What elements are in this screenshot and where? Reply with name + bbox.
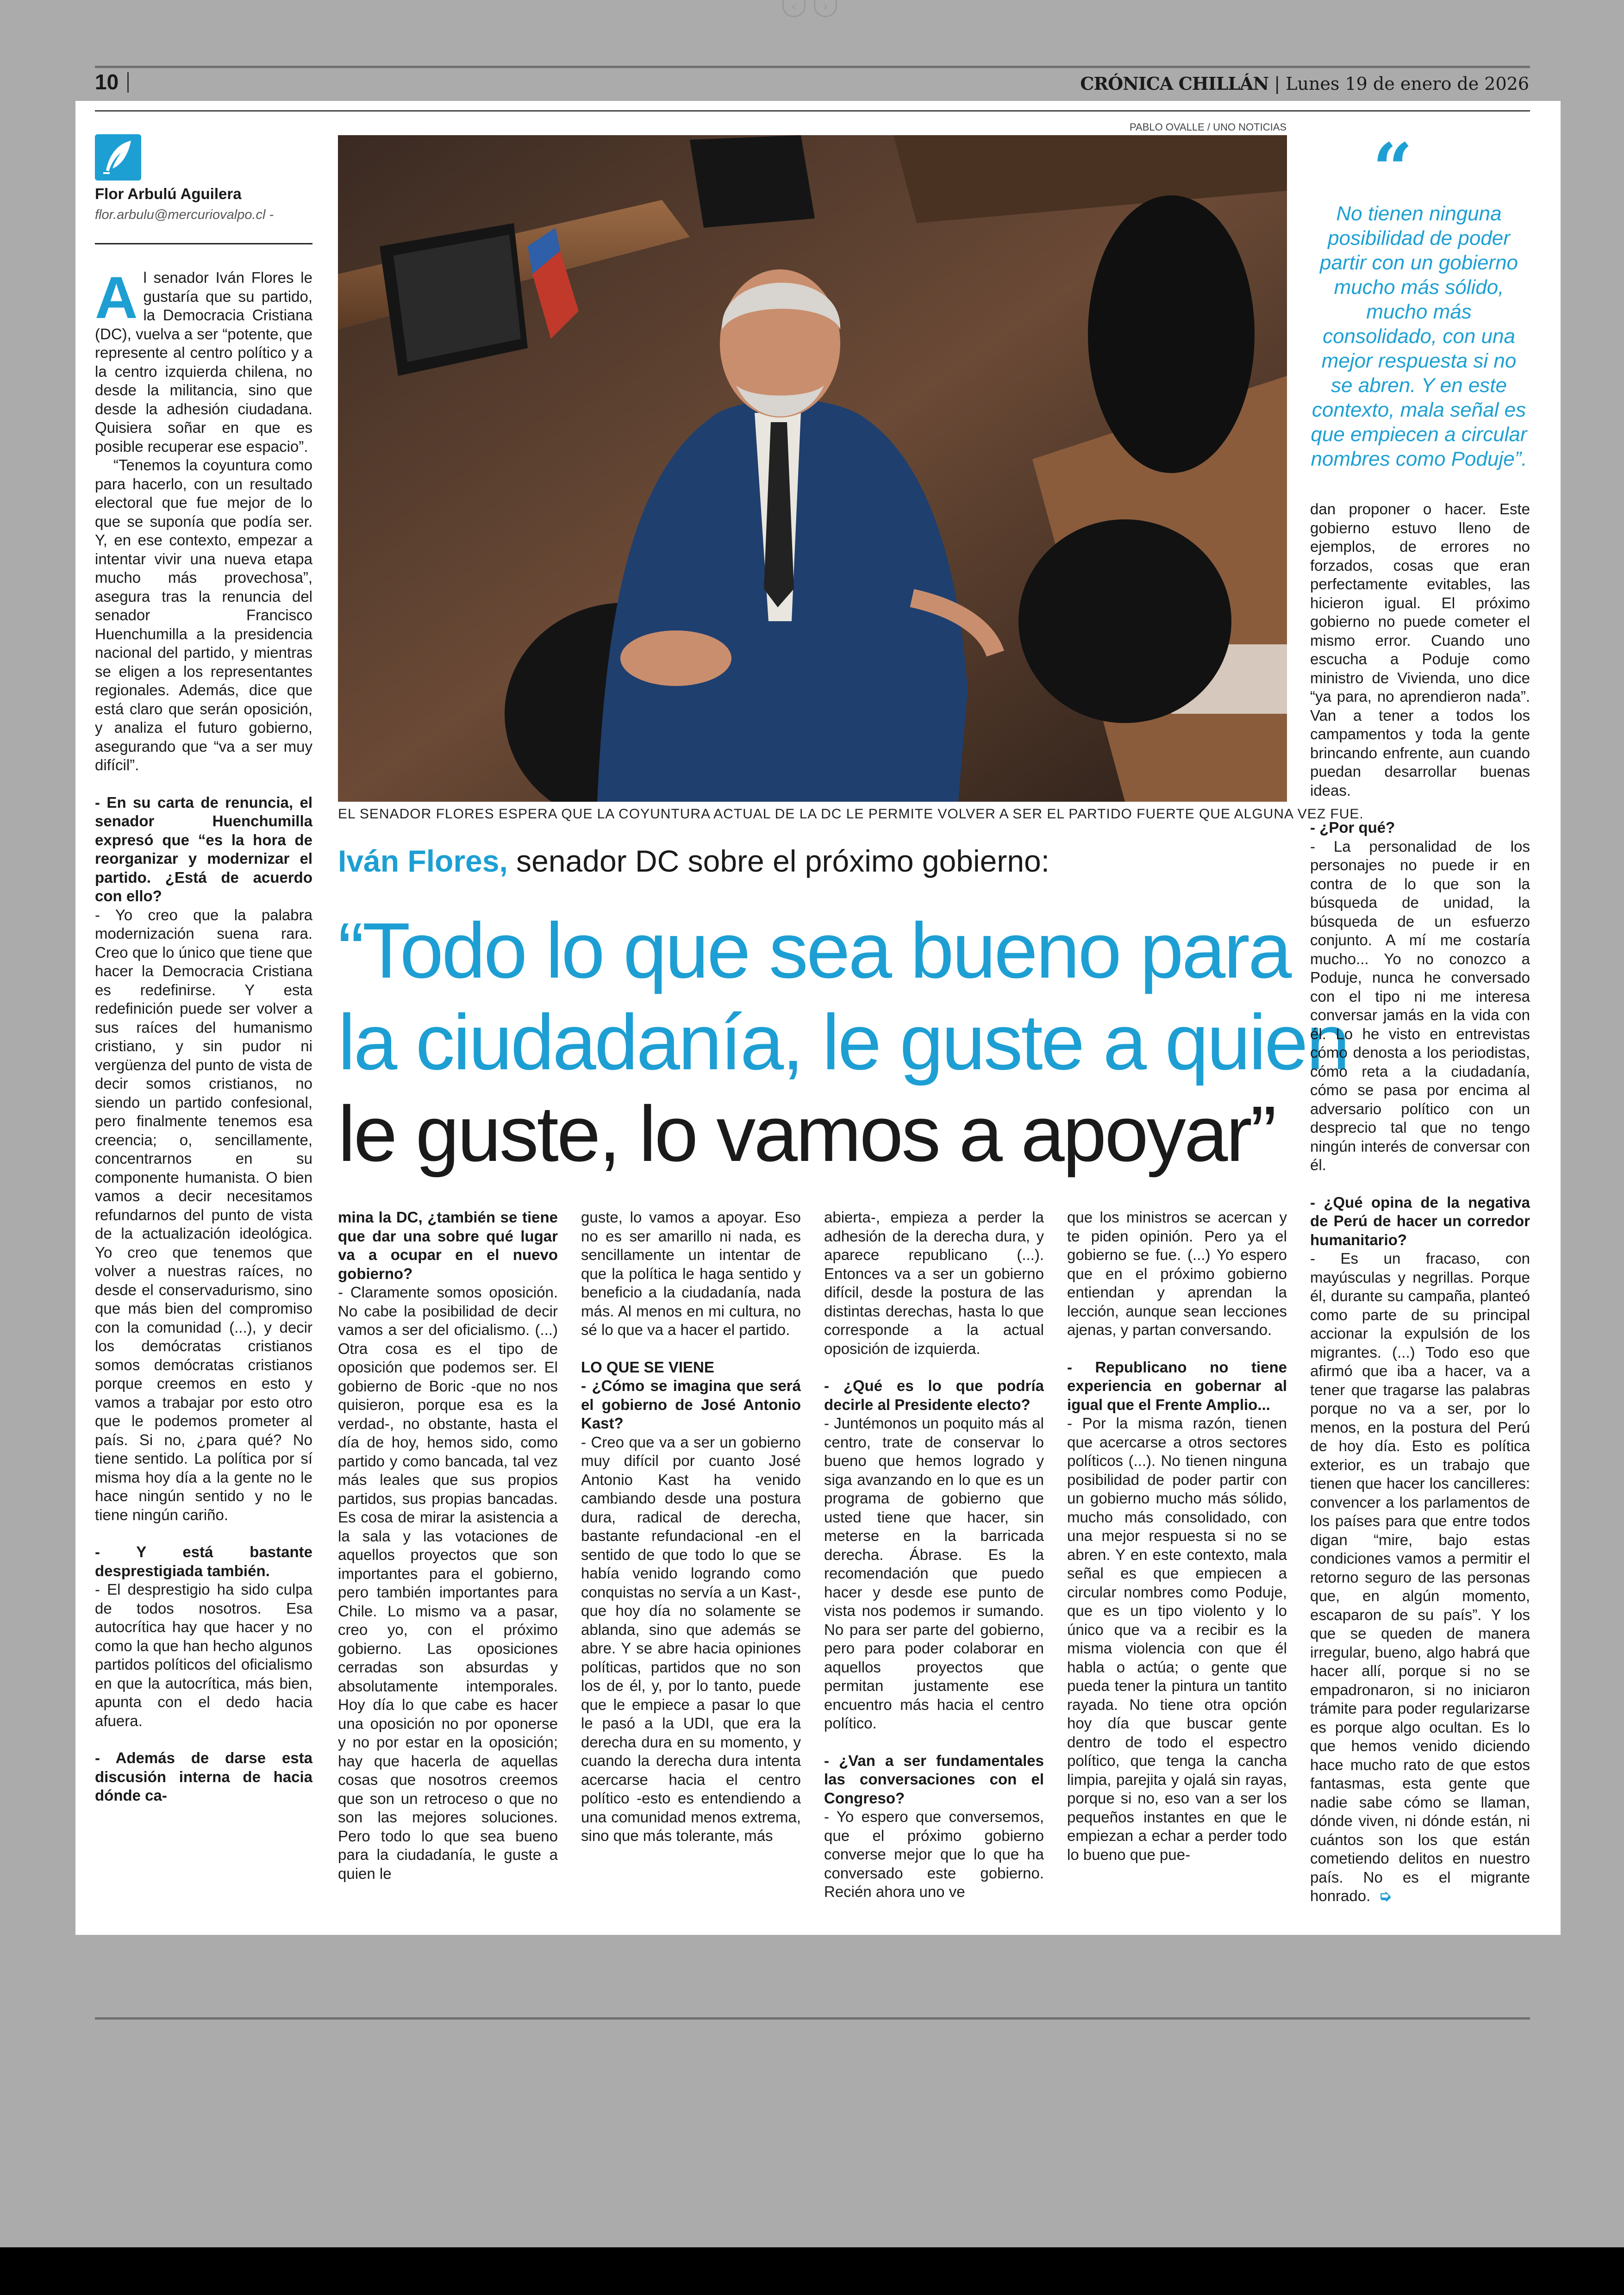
section-subhead: LO QUE SE VIENE — [581, 1358, 714, 1376]
page-nav-arrows — [782, 0, 843, 16]
paragraph: “Tenemos la coyuntura como para hacerlo, con un resultado electoral que fue mejor de lo que se suponía que podía ser. Y, en ese contexto, empezar a intentar vivir una nueva etapa mucho más provechosa”, asegura tras la renuncia del senador Francisco Huenchumilla a la presidencia nacional del partido, y mientras se eligen a los representantes regionales. Además, dice que está claro que serán oposición, y analiza el futuro gobierno, asegurando que “va a ser muy difícil”. — [95, 456, 312, 773]
interview-answer: - Yo espero que conversemos, que el próximo gobierno converse mejor que lo que ha conversado este gobierno. Recién ahora uno ve — [824, 1808, 1044, 1900]
article-column-3 — [581, 1208, 801, 1846]
interview-question: mina la DC, ¿también se tiene que dar una sobre qué lugar va a ocupar en el nuevo gobierno? — [338, 1209, 558, 1282]
interview-question: - ¿Por qué? — [1310, 819, 1395, 836]
photo-credit: PABLO OVALLE / UNO NOTICIAS — [1130, 121, 1287, 133]
next-page-icon[interactable]: › — [814, 0, 837, 17]
interview-answer: - Creo que va a ser un gobierno muy difícil por cuanto José Antonio Kast ha venido cambiando desde una postura dura, radical de derecha, bastante refundacional -en el sentido de que todo lo que se había venido logrando como conquistas no servía a un Kast-, que hoy día no solamente se ablanda, sino que además se abre. Y se abre hacia opiniones políticas, partidos que no son los de él, y, por lo tanto, puede que le empiece a pasar lo que le pasó a la UDI, que era la derecha dura en su momento, y cuando la derecha dura intenta acercarse hacia el centro político -esto es entendiendo a una comunidad menos extrema, sino que más tolerante, más — [581, 1433, 801, 1844]
interview-answer: guste, lo vamos a apoyar. Eso no es ser amarillo ni nada, es sencillamente un intentar de que la política le haga sentido y beneficio a la ciudadanía, nada más. Al menos en mi cultura, no sé lo que va a hacer el partido. — [581, 1209, 801, 1338]
article-column-1 — [95, 265, 312, 1805]
interview-answer: - Por la misma razón, tienen que acercarse a otros sectores políticos (...). No tienen ninguna posibilidad de poder partir con un gobierno mucho más sólido, mucho más consolidado, con una mejor respuesta si no se abren. Y en este contexto, mala señal es que empiecen a circular nombres como Poduje, que es un tipo violento y lo único que va a recibir es la misma violencia con que él habla o actúa; o gente que pueda tener la pintura un tantito rayada. No tiene otra opción hoy día que buscar gente dentro de todo el espectro político, que tenga la cancha limpia, parejita y ojalá sin rayas, porque si no, eso van a ser los pequeños instantes en que le empiezan a echar a perder todo lo bueno que pue- — [1067, 1415, 1287, 1863]
senator-photo — [338, 135, 1287, 802]
interview-answer: - Juntémonos un poquito más al centro, trate de conservar lo bueno que hemos logrado y siga avanzando en lo que es un programa de gobierno que usted tiene que hacer, sin meterse en la barricada derecha. Ábrase. Es la recomendación que puedo hacer y desde ese punto de vista nos podemos ir sumando. No para ser parte del gobierno, pero para poder colaborar en aquellos proyectos que permitan justamente ese encuentro más hacia el centro político. — [824, 1415, 1044, 1732]
pull-quote: No tienen ninguna posibilidad de poder partir con un gobierno mucho más sólido, mucho más consolidado, con una mejor respuesta si no se abren. Y en este contexto, mala señal es que empiecen a circular nombres como Poduje”. — [1311, 202, 1527, 470]
viewer-bottom-bar — [0, 2247, 1624, 2295]
article-column-4 — [824, 1208, 1044, 1902]
publication-date: Lunes 19 de enero de 2026 — [1286, 74, 1529, 94]
publication-name: CRÓNICA CHILLÁN — [1080, 73, 1269, 94]
interview-question: - Republicano no tiene experiencia en gobernar al igual que el Frente Amplio... — [1067, 1358, 1287, 1413]
interview-question: - ¿Qué opina de la negativa de Perú de hacer un corredor humanitario? — [1310, 1193, 1530, 1248]
interview-question: - ¿Van a ser fundamentales las conversaciones con el Congreso? — [824, 1752, 1044, 1807]
headline-line-3: le guste, lo vamos a apoyar” — [338, 1090, 1275, 1178]
arrow-right-icon: ➭ — [1379, 1887, 1392, 1904]
drop-cap: A — [95, 265, 138, 331]
photo-caption: EL SENADOR FLORES ESPERA QUE LA COYUNTURA ACTUAL DE LA DC LE PERMITE VOLVER A SER EL PARTIDO FUERTE QUE ALGUNA VEZ FUE. — [338, 806, 1364, 822]
quote-mark-icon: “ — [1373, 128, 1413, 210]
interview-answer: abierta-, empieza a perder la adhesión de la derecha dura, y aparece republicano (...). Entonces va a ser un gobierno difícil, desde la postura de las distintas derechas, hasta lo que corresponde a la actual oposición de izquierda. — [824, 1209, 1044, 1357]
author-divider — [95, 243, 312, 244]
quill-icon — [95, 134, 141, 181]
author-name: Flor Arbulú Aguilera — [95, 185, 242, 202]
interview-answer: que los ministros se acercan y te piden opinión. Pero ya el gobierno se fue. (...) Yo espero que en el próximo gobierno entiendan y aprendan la lección, aunque sean lecciones ajenas, y partan conversando. — [1067, 1209, 1287, 1338]
page-number: 10 — [95, 70, 119, 94]
interview-question: - Y está bastante desprestigiada también. — [95, 1543, 312, 1579]
prev-page-icon[interactable]: ‹ — [782, 0, 806, 17]
interview-answer: - Claramente somos oposición. No cabe la posibilidad de decir vamos a ser del oficialismo. (...) Otra cosa es el tipo de oposición que podemos ser. El gobierno de Boric -que no nos quisieron, porque esa es la verdad-, no obstante, hasta el día de hoy, hemos sido, como partido y como bancada, tal vez más leales que sus propios partidos, sus propias bancadas. Es cosa de mirar la asistencia a la sala y las votaciones de aquellos proyectos que son importantes para el gobierno, pero también importantes para Chile. Lo mismo va a pasar, creo yo, con el próximo gobierno. Las oposiciones cerradas son absurdas y absolutamente intemporales. Hoy día lo que cabe es hacer una oposición no por oponerse y no por estar en la oposición; hay que hacerla de aquellas cosas que nosotros creemos que son un retroceso o que no son las mejores soluciones. Pero todo lo que sea bueno para la ciudadanía, le guste a quien le — [338, 1284, 558, 1882]
interview-question: - ¿Qué es lo que podría decirle al Presidente electo? — [824, 1377, 1044, 1413]
headline-kicker — [338, 843, 1049, 879]
intro-paragraph: Al senador Iván Flores le gustaría que su partido, la Democracia Cristiana (DC), vuelva a ser “potente, que represente al centro político y a la centro izquierda chilena, no desde la militancia, sino que desde la adhesión ciudadana. Quisiera soñar en que es posible recuperar ese espacio”. — [95, 265, 312, 455]
interview-answer: - El desprestigio ha sido culpa de todos nosotros. Esa autocrítica hay que hacer y no como la que han hecho algunos partidos políticos del oficialismo en que la autocrítica, más bien, apunta con el dedo hacia afuera. — [95, 1581, 312, 1729]
interview-answer: - Yo creo que la palabra modernización suena rara. Creo que lo único que tiene que hacer la Democracia Cristiana es redefinirse. Y esta redefinición puede ser volver a sus raíces del humanismo cristiano, y sin pudor ni vergüenza del punto de vista de decir somos cristianos, no siendo un partido confesional, pero finalmente tenemos esa creencia; o, sencillamente, concentrarnos en su componente humanista. O bien vamos a decir necesitamos refundarnos del punto de vista de la actualización ideológica. Yo creo que tenemos que volver a nuestras raíces, no desde el conservadurismo, sino que más bien del compromiso con la comunidad (...), y decir los demócratas cristianos somos demócratas cristianos porque creemos en esto y vamos a trabajar por esto otro que le podemos prometer al país. Si no, ¿para qué? No tiene sentido. La política por sí misma hoy día a la gente no le hace ningún sentido y no le tiene ningún cariño. — [95, 906, 312, 1523]
footer-rule — [95, 2017, 1530, 2020]
headline-line-1: “Todo lo que sea bueno para — [338, 907, 1290, 995]
interview-answer: dan proponer o hacer. Este gobierno estuvo lleno de ejemplos, de errores no forzados, cosas que eran perfectamente evitables, las hicieron igual. El próximo gobierno no puede cometer el mismo error. Cuando uno escucha a Poduje como ministro de Vivienda, uno dice “ya para, no aprendieron nada”. Van a tener a todos los campamentos y toda la gente brincando enfrente, aun cuando puedan desarrollar buenas ideas. — [1310, 500, 1530, 799]
kicker-name: Iván Flores, — [338, 844, 508, 878]
header-rule — [95, 66, 1530, 68]
header-separator: | — [1274, 74, 1280, 94]
interview-question: - Además de darse esta discusión interna de hacia dónde ca- — [95, 1749, 312, 1804]
page-number-divider — [127, 72, 129, 93]
interview-answer: - Es un fracaso, con mayúsculas y negrillas. Porque él, durante su campaña, planteó como parte de su principal accionar la expulsión de los migrantes. (...) Todo eso que afirmó que iba a hacer, va a tener que tragarse las palabras porque no va a ser, por lo menos, en la postura del Perú de hoy día. Esto es política exterior, es un trabajo que tienen que hacer los cancilleres: convencer a los parlamentos de los países para que entre todos digan “mire, bajo estas condiciones vamos a permitir el retorno seguro de las personas que, en algún momento, escaparon de su país”. Y los que se queden de manera irregular, bueno, algo habrá que hacer allí, porque si no se empadronaron, si no iniciaron trámite para poder regularizarse es porque algo ocultan. Es lo que hemos venido diciendo hace mucho rato de que estos fantasmas, esta gente que nadie sabe cómo se llaman, dónde viven, ni dónde están, ni cuántos son los que están cometiendo delitos en nuestro país. No es el migrante honrado. ➭ — [1310, 1249, 1530, 1906]
interview-answer: - La personalidad de los personajes no puede ir en contra de lo que son la búsqueda de unidad, la búsqueda de un esfuerzo conjunto. A mí me costaría mucho... Yo no conozco a Poduje, nunca he conversado con el tipo ni me interesa conversar jamás en la vida con él. Lo he visto en entrevistas cómo denosta a los periodistas, cómo reta a la ciudadanía, cómo se pasa por encima al adversario político con un desprecio tal que no tengo ningún interés de conversar con él. — [1310, 837, 1530, 1173]
publication-header — [1080, 73, 1529, 94]
headline — [338, 905, 1349, 1180]
headline-line-2: la ciudadanía, le guste a quien — [338, 998, 1349, 1086]
article-column-5 — [1067, 1208, 1287, 1864]
interview-question: - En su carta de renuncia, el senador Huenchumilla expresó que “es la hora de reorganizar y modernizar el partido. ¿Está de acuerdo con ello? — [95, 793, 312, 904]
kicker-text: senador DC sobre el próximo gobierno: — [507, 844, 1050, 878]
article-column-6 — [1310, 500, 1530, 1906]
author-email[interactable]: flor.arbulu@mercuriovalpo.cl - — [95, 207, 274, 222]
page-top-rule — [95, 110, 1530, 112]
article-column-2 — [338, 1208, 558, 1883]
interview-question: - ¿Cómo se imagina que será el gobierno de José Antonio Kast? — [581, 1377, 801, 1432]
